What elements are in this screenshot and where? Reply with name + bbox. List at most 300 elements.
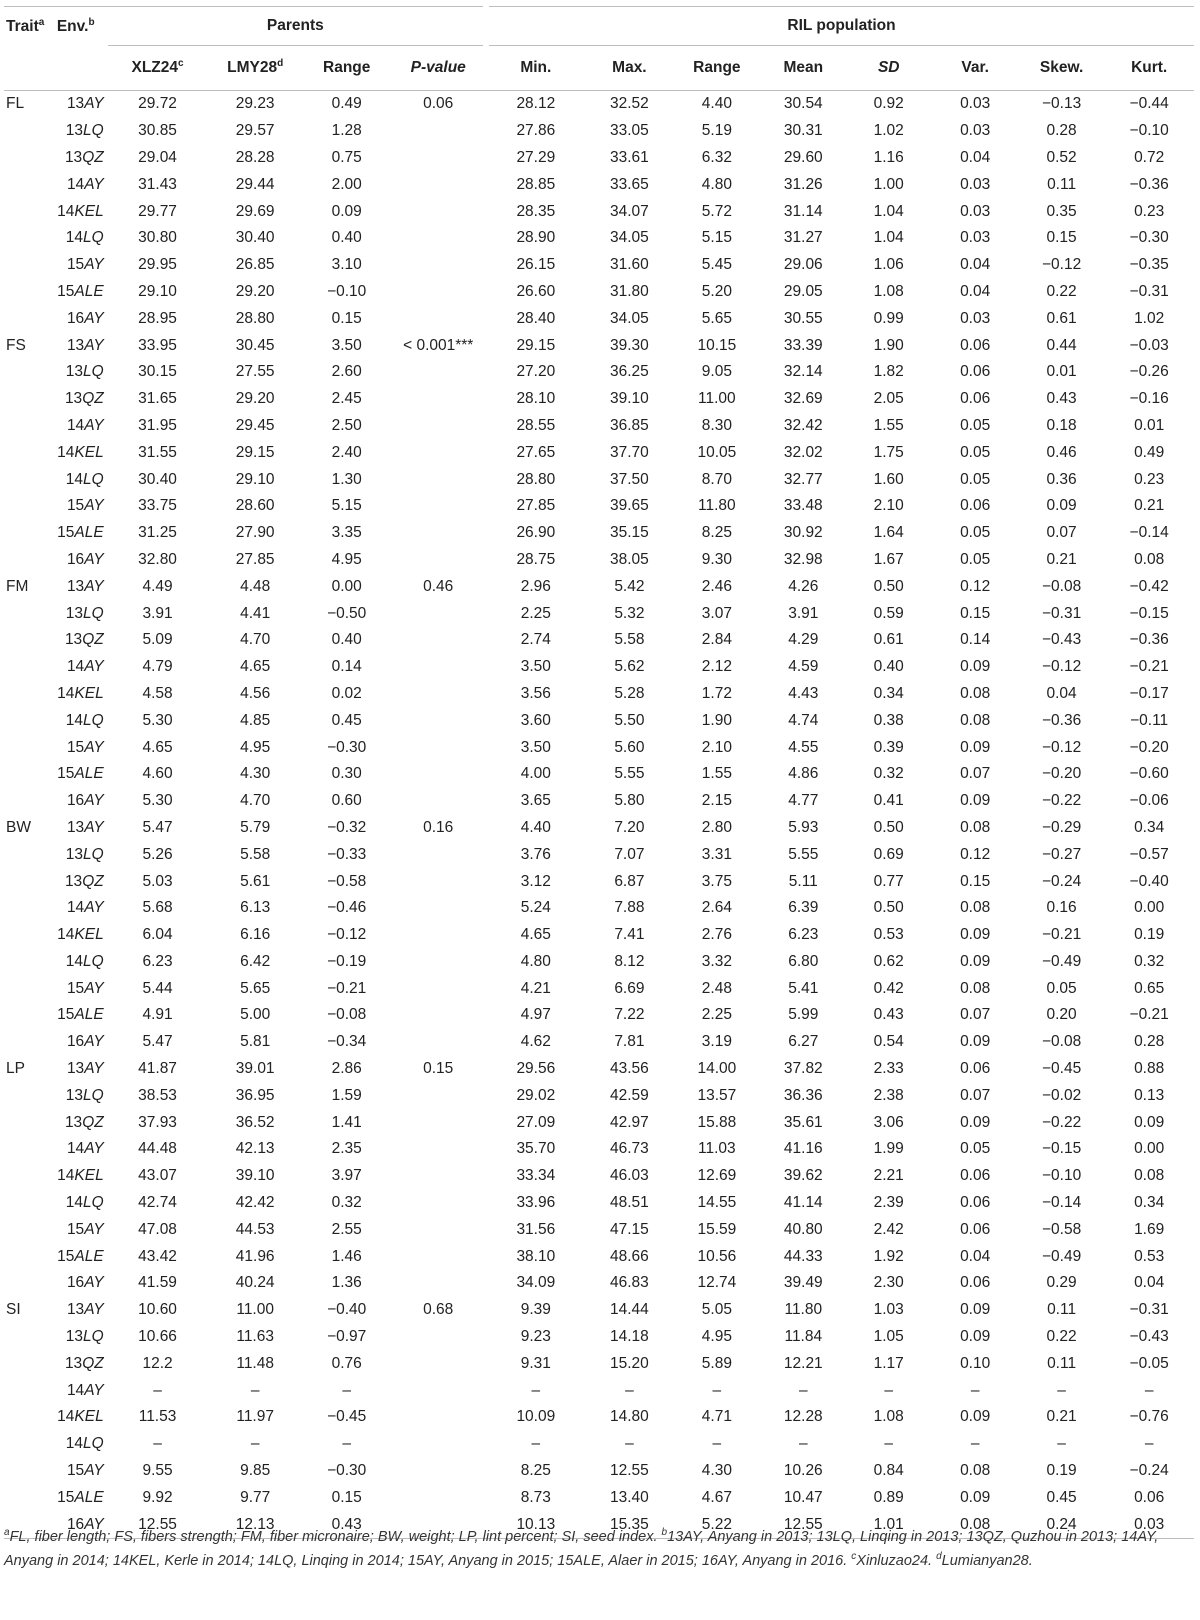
cell-min: 4.00 xyxy=(520,765,551,783)
cell-max: 39.10 xyxy=(610,390,649,408)
cell-skew: −0.13 xyxy=(1041,95,1082,113)
cell-kurt: −0.31 xyxy=(1129,282,1169,300)
cell-skew: 0.21 xyxy=(1046,1408,1077,1426)
cell-sd: 2.30 xyxy=(873,1274,904,1292)
cell-var: 0.06 xyxy=(960,1060,991,1078)
cell-p-value: 0.06 xyxy=(423,95,454,113)
cell-sd: 0.62 xyxy=(873,952,904,970)
cell-xlz24: 4.49 xyxy=(142,577,173,595)
cell-mean: 5.99 xyxy=(788,1006,819,1024)
cell-lmy28: 30.45 xyxy=(235,336,275,354)
cell-range: −0.97 xyxy=(327,1328,367,1346)
cell-lmy28: 27.85 xyxy=(235,550,275,568)
cell-range-ril: 2.10 xyxy=(701,738,732,756)
cell-skew: 0.22 xyxy=(1046,282,1077,300)
cell-skew: −0.12 xyxy=(1041,738,1082,756)
cell-xlz24: 43.42 xyxy=(138,1247,177,1265)
cell-env: 14KEL xyxy=(57,1408,104,1426)
cell-env: 15AY xyxy=(66,497,104,515)
cell-sd: 1.99 xyxy=(873,1140,904,1158)
cell-max: 34.05 xyxy=(610,309,649,327)
cell-max: 7.81 xyxy=(614,1033,645,1051)
cell-trait xyxy=(4,225,55,252)
cell-skew: −0.29 xyxy=(1041,818,1082,836)
cell-range: 2.35 xyxy=(331,1140,362,1158)
cell-range-ril: 10.05 xyxy=(697,443,737,461)
cell-skew: −0.08 xyxy=(1041,1033,1082,1051)
cell-range-ril: 1.72 xyxy=(701,684,732,702)
cell-p-value xyxy=(390,386,486,413)
cell-lmy28: 6.42 xyxy=(240,952,271,970)
cell-trait xyxy=(4,305,55,332)
cell-lmy28: 36.95 xyxy=(235,1086,275,1104)
cell-env: 14AY xyxy=(66,1140,104,1158)
cell-mean: 12.21 xyxy=(783,1354,823,1372)
cell-min: 4.21 xyxy=(520,979,551,997)
cell-max: 47.15 xyxy=(610,1220,649,1238)
table-row xyxy=(4,573,1194,600)
table-row xyxy=(4,1109,1194,1136)
cell-range-ril: 10.56 xyxy=(697,1247,737,1265)
cell-mean: 6.27 xyxy=(788,1033,819,1051)
cell-range-ril: 5.45 xyxy=(701,256,732,274)
cell-trait xyxy=(4,252,55,279)
cell-kurt: 0.21 xyxy=(1134,497,1165,515)
cell-range: −0.50 xyxy=(327,604,367,622)
cell-max: 31.80 xyxy=(610,282,649,300)
cell-min: 9.23 xyxy=(520,1328,551,1346)
header-range: Range xyxy=(323,59,371,76)
cell-range: 4.95 xyxy=(331,550,362,568)
cell-xlz24: 30.15 xyxy=(138,363,177,381)
table-row xyxy=(4,895,1194,922)
cell-env: 15AY xyxy=(66,1220,104,1238)
cell-env: 14LQ xyxy=(65,1435,104,1453)
table-row xyxy=(4,1243,1194,1270)
cell-range-ril: 9.30 xyxy=(701,550,732,568)
cell-trait xyxy=(4,118,55,145)
cell-kurt: −0.03 xyxy=(1129,336,1169,354)
cell-range: 0.76 xyxy=(331,1354,362,1372)
cell-max: 38.05 xyxy=(610,550,649,568)
cell-min: 28.40 xyxy=(516,309,556,327)
cell-var: 0.10 xyxy=(960,1354,991,1372)
cell-range-ril: 15.59 xyxy=(697,1220,737,1238)
cell-p-value xyxy=(390,1484,486,1511)
cell-lmy28: 26.85 xyxy=(235,256,275,274)
cell-xlz24: 43.07 xyxy=(138,1167,177,1185)
cell-min: 29.02 xyxy=(516,1086,556,1104)
cell-var: 0.07 xyxy=(960,1006,991,1024)
cell-p-value: 0.16 xyxy=(423,818,454,836)
cell-max: 32.52 xyxy=(610,95,649,113)
cell-range-ril: 2.48 xyxy=(701,979,732,997)
cell-mean: 39.62 xyxy=(783,1167,823,1185)
cell-range: 0.60 xyxy=(331,792,362,810)
cell-mean: 30.55 xyxy=(783,309,823,327)
cell-trait: FM xyxy=(6,577,29,595)
cell-max: 34.07 xyxy=(610,202,649,220)
cell-env: 15ALE xyxy=(57,282,104,300)
cell-min: 28.75 xyxy=(516,550,556,568)
cell-env: 13AY xyxy=(66,95,104,113)
cell-env: 14LQ xyxy=(65,1194,104,1212)
header-parents: Parents xyxy=(108,7,486,46)
cell-mean: 37.82 xyxy=(783,1060,823,1078)
cell-range-ril: 3.32 xyxy=(701,952,732,970)
cell-max: 46.83 xyxy=(610,1274,649,1292)
cell-var: 0.06 xyxy=(960,1194,991,1212)
cell-p-value xyxy=(390,681,486,708)
cell-max: 7.88 xyxy=(614,899,645,917)
cell-lmy28: 4.85 xyxy=(240,711,271,729)
cell-p-value xyxy=(390,225,486,252)
cell-skew: −0.12 xyxy=(1041,256,1082,274)
cell-kurt: 0.08 xyxy=(1134,1167,1165,1185)
cell-range: −0.34 xyxy=(327,1033,367,1051)
cell-p-value xyxy=(390,118,486,145)
cell-range: −0.33 xyxy=(327,845,367,863)
cell-var: 0.15 xyxy=(960,604,991,622)
cell-max: 12.55 xyxy=(610,1462,649,1480)
cell-sd: 0.40 xyxy=(873,658,904,676)
cell-max: 46.03 xyxy=(610,1167,649,1185)
cell-min: 27.86 xyxy=(516,122,556,140)
cell-range: 3.10 xyxy=(331,256,362,274)
cell-var: 0.03 xyxy=(960,309,991,327)
cell-min: 9.31 xyxy=(520,1354,551,1372)
cell-range: 1.46 xyxy=(331,1247,362,1265)
cell-max: 36.25 xyxy=(610,363,649,381)
cell-var: – xyxy=(970,1435,980,1453)
cell-env: 13LQ xyxy=(65,363,104,381)
cell-mean: 41.14 xyxy=(783,1194,823,1212)
cell-sd: 2.05 xyxy=(873,390,904,408)
cell-p-value xyxy=(390,1136,486,1163)
cell-lmy28: 29.23 xyxy=(235,95,275,113)
table-row xyxy=(4,788,1194,815)
cell-skew: 0.19 xyxy=(1046,1462,1077,1480)
table-row xyxy=(4,841,1194,868)
cell-range-ril: 9.05 xyxy=(701,363,732,381)
cell-env: 15ALE xyxy=(57,524,104,542)
cell-max: 43.56 xyxy=(610,1060,649,1078)
cell-trait xyxy=(4,1458,55,1485)
cell-trait xyxy=(4,1163,55,1190)
cell-max: 7.20 xyxy=(614,818,645,836)
cell-lmy28: 4.41 xyxy=(240,604,271,622)
table-row xyxy=(4,413,1194,440)
cell-min: 26.90 xyxy=(516,524,556,542)
cell-var: 0.03 xyxy=(960,175,991,193)
cell-range-ril: 4.80 xyxy=(701,175,732,193)
cell-sd: 2.38 xyxy=(873,1086,904,1104)
cell-lmy28: – xyxy=(250,1381,260,1399)
cell-xlz24: 5.30 xyxy=(142,711,173,729)
cell-trait xyxy=(4,1350,55,1377)
cell-var: 0.08 xyxy=(960,684,991,702)
cell-var: 0.06 xyxy=(960,1274,991,1292)
cell-p-value xyxy=(390,1404,486,1431)
cell-skew: 0.21 xyxy=(1046,550,1077,568)
cell-var: 0.04 xyxy=(960,148,991,166)
cell-mean: 39.49 xyxy=(783,1274,823,1292)
cell-env: 13AY xyxy=(66,336,104,354)
cell-var: 0.08 xyxy=(960,1462,991,1480)
cell-range: 0.02 xyxy=(331,684,362,702)
cell-lmy28: 29.20 xyxy=(235,282,275,300)
cell-min: 28.12 xyxy=(516,95,556,113)
cell-skew: −0.15 xyxy=(1041,1140,1082,1158)
table-row xyxy=(4,1458,1194,1485)
cell-mean: 4.26 xyxy=(788,577,819,595)
cell-min: 28.10 xyxy=(516,390,556,408)
cell-var: 0.08 xyxy=(960,818,991,836)
cell-lmy28: 5.65 xyxy=(240,979,271,997)
cell-lmy28: 6.13 xyxy=(240,899,271,917)
cell-range: 0.49 xyxy=(331,95,362,113)
cell-range-ril: 11.00 xyxy=(698,390,736,408)
table-row xyxy=(4,1002,1194,1029)
cell-skew: 0.35 xyxy=(1046,202,1077,220)
cell-min: 2.74 xyxy=(520,631,551,649)
cell-xlz24: 31.65 xyxy=(138,390,177,408)
cell-var: 0.03 xyxy=(960,95,991,113)
cell-trait xyxy=(4,600,55,627)
cell-kurt: −0.44 xyxy=(1129,95,1169,113)
cell-sd: 0.77 xyxy=(873,872,904,890)
cell-trait xyxy=(4,1484,55,1511)
cell-mean: 10.26 xyxy=(783,1462,823,1480)
table-row xyxy=(4,332,1194,359)
cell-range-ril: 2.84 xyxy=(701,631,732,649)
cell-max: 5.80 xyxy=(614,792,645,810)
cell-env: 14KEL xyxy=(57,926,104,944)
cell-mean: 29.05 xyxy=(783,282,823,300)
cell-trait xyxy=(4,1216,55,1243)
cell-skew: 0.52 xyxy=(1046,148,1077,166)
cell-mean: 5.11 xyxy=(788,872,818,890)
cell-kurt: −0.26 xyxy=(1129,363,1169,381)
cell-p-value: 0.46 xyxy=(423,577,454,595)
cell-var: 0.05 xyxy=(960,524,991,542)
cell-min: 34.09 xyxy=(516,1274,556,1292)
cell-p-value xyxy=(390,1029,486,1056)
header-max: Max. xyxy=(612,59,647,76)
cell-kurt: 0.06 xyxy=(1134,1488,1165,1506)
cell-kurt: 0.72 xyxy=(1134,148,1165,166)
cell-xlz24: 5.03 xyxy=(142,872,173,890)
cell-sd: 1.05 xyxy=(873,1328,904,1346)
cell-lmy28: 41.96 xyxy=(235,1247,275,1265)
cell-xlz24: 12.55 xyxy=(108,1511,208,1538)
cell-mean: 32.98 xyxy=(783,550,823,568)
table-row xyxy=(4,305,1194,332)
cell-skew: 0.04 xyxy=(1046,684,1077,702)
cell-sd: 1.00 xyxy=(873,175,904,193)
cell-trait: FL xyxy=(6,95,25,113)
cell-sd: 1.08 xyxy=(873,282,904,300)
cell-sd: 1.03 xyxy=(873,1301,904,1319)
cell-xlz24: 29.77 xyxy=(138,202,177,220)
header-trait: Trait$^a$ xyxy=(6,16,45,35)
cell-p-value xyxy=(390,198,486,225)
cell-min: 26.60 xyxy=(516,282,556,300)
cell-kurt: −0.17 xyxy=(1129,684,1169,702)
cell-min: 4.80 xyxy=(520,952,551,970)
cell-mean: 32.02 xyxy=(783,443,823,461)
cell-kurt: 0.88 xyxy=(1134,1060,1165,1078)
cell-skew: 0.24 xyxy=(1019,1511,1104,1538)
cell-range: 0.30 xyxy=(331,765,362,783)
cell-range: 2.50 xyxy=(331,416,362,434)
cell-skew: 0.28 xyxy=(1046,122,1077,140)
cell-skew: 0.22 xyxy=(1046,1328,1077,1346)
table-row xyxy=(4,1350,1194,1377)
cell-xlz24: 41.59 xyxy=(138,1274,177,1292)
cell-trait xyxy=(4,145,55,172)
cell-range: 2.40 xyxy=(331,443,362,461)
cell-lmy28: 9.77 xyxy=(240,1488,271,1506)
cell-xlz24: 4.58 xyxy=(142,684,173,702)
cell-env: 15ALE xyxy=(57,765,104,783)
cell-kurt: 0.19 xyxy=(1134,926,1165,944)
table-row xyxy=(4,118,1194,145)
cell-range-ril: 5.89 xyxy=(701,1354,732,1372)
cell-kurt: 0.23 xyxy=(1134,202,1165,220)
cell-kurt: −0.10 xyxy=(1129,122,1169,140)
table-row xyxy=(4,1136,1194,1163)
cell-range: 0.00 xyxy=(331,577,362,595)
header-ril-population: RIL population xyxy=(486,7,1194,46)
cell-sd: 0.50 xyxy=(873,818,904,836)
cell-kurt: −0.15 xyxy=(1129,604,1169,622)
cell-xlz24: 5.09 xyxy=(142,631,173,649)
cell-max: 5.62 xyxy=(614,658,645,676)
cell-kurt: 0.00 xyxy=(1134,1140,1165,1158)
cell-env: 13QZ xyxy=(64,872,104,890)
cell-sd: 1.82 xyxy=(873,363,904,381)
cell-kurt: −0.42 xyxy=(1129,577,1169,595)
header-mean: Mean xyxy=(783,59,824,76)
cell-p-value xyxy=(390,841,486,868)
cell-xlz24: 33.75 xyxy=(138,497,177,515)
cell-xlz24: 6.04 xyxy=(142,926,173,944)
cell-kurt: 0.08 xyxy=(1134,550,1165,568)
cell-kurt: −0.24 xyxy=(1129,1462,1169,1480)
cell-min: 2.96 xyxy=(520,577,551,595)
cell-lmy28: 11.97 xyxy=(236,1408,274,1426)
cell-range: 3.50 xyxy=(331,336,362,354)
cell-mean: 32.69 xyxy=(783,390,823,408)
cell-max: 7.07 xyxy=(614,845,645,863)
table-row xyxy=(4,949,1194,976)
cell-p-value xyxy=(390,627,486,654)
cell-p-value xyxy=(390,868,486,895)
cell-p-value xyxy=(390,1109,486,1136)
cell-p-value xyxy=(390,279,486,306)
cell-skew: 0.18 xyxy=(1046,416,1077,434)
cell-skew: 0.44 xyxy=(1046,336,1077,354)
cell-lmy28: 30.40 xyxy=(235,229,275,247)
table-row xyxy=(4,279,1194,306)
cell-var: 0.03 xyxy=(960,229,991,247)
cell-trait xyxy=(4,922,55,949)
cell-p-value xyxy=(390,734,486,761)
cell-max: 5.55 xyxy=(614,765,645,783)
cell-var: 0.12 xyxy=(960,845,991,863)
cell-env: 14KEL xyxy=(57,443,104,461)
cell-skew: −0.12 xyxy=(1041,658,1082,676)
cell-env: 15ALE xyxy=(57,1006,104,1024)
cell-range-ril: 14.00 xyxy=(697,1060,737,1078)
cell-trait: SI xyxy=(6,1301,21,1319)
cell-trait xyxy=(4,1377,55,1404)
cell-env: 14AY xyxy=(66,416,104,434)
cell-xlz24: 5.47 xyxy=(142,1033,173,1051)
cell-var: 0.06 xyxy=(960,1167,991,1185)
cell-trait xyxy=(4,734,55,761)
cell-range: −0.46 xyxy=(327,899,367,917)
cell-range: 0.09 xyxy=(331,202,362,220)
cell-sd: 1.64 xyxy=(873,524,904,542)
cell-xlz24: 41.87 xyxy=(138,1060,177,1078)
cell-min: 4.97 xyxy=(520,1006,551,1024)
cell-kurt: 1.02 xyxy=(1134,309,1165,327)
table-row xyxy=(4,91,1194,118)
cell-skew: −0.27 xyxy=(1041,845,1082,863)
cell-kurt: – xyxy=(1144,1381,1154,1399)
cell-trait xyxy=(4,439,55,466)
cell-range: 2.60 xyxy=(331,363,362,381)
table-row xyxy=(4,359,1194,386)
cell-kurt: −0.36 xyxy=(1129,631,1169,649)
cell-env: 14LQ xyxy=(65,711,104,729)
cell-lmy28: 11.48 xyxy=(236,1354,274,1372)
cell-min: 3.65 xyxy=(520,792,551,810)
cell-skew: −0.22 xyxy=(1041,792,1082,810)
cell-trait xyxy=(4,1082,55,1109)
cell-trait xyxy=(4,493,55,520)
cell-sd: 0.89 xyxy=(873,1488,904,1506)
cell-min: 29.15 xyxy=(516,336,556,354)
table-row xyxy=(4,1270,1194,1297)
cell-min: 10.13 xyxy=(486,1511,586,1538)
cell-lmy28: 5.58 xyxy=(240,845,271,863)
cell-skew: 0.46 xyxy=(1046,443,1077,461)
cell-env: 14LQ xyxy=(65,470,104,488)
cell-skew: 0.15 xyxy=(1046,229,1077,247)
cell-min: 9.39 xyxy=(520,1301,551,1319)
cell-p-value xyxy=(390,145,486,172)
cell-var: 0.09 xyxy=(960,952,991,970)
cell-p-value xyxy=(390,1350,486,1377)
table-row xyxy=(4,520,1194,547)
cell-skew: – xyxy=(1057,1381,1066,1399)
cell-max: 14.80 xyxy=(610,1408,649,1426)
cell-trait xyxy=(4,547,55,574)
cell-trait xyxy=(4,895,55,922)
cell-range-ril: 5.05 xyxy=(701,1301,732,1319)
cell-var: 0.05 xyxy=(960,470,991,488)
cell-skew: −0.43 xyxy=(1041,631,1082,649)
cell-sd: 1.60 xyxy=(873,470,904,488)
cell-xlz24: 9.55 xyxy=(142,1462,173,1480)
cell-range: −0.32 xyxy=(327,818,367,836)
cell-sd: 0.54 xyxy=(873,1033,904,1051)
cell-p-value xyxy=(390,466,486,493)
header-xlz24: XLZ24$^c$ xyxy=(131,58,184,77)
